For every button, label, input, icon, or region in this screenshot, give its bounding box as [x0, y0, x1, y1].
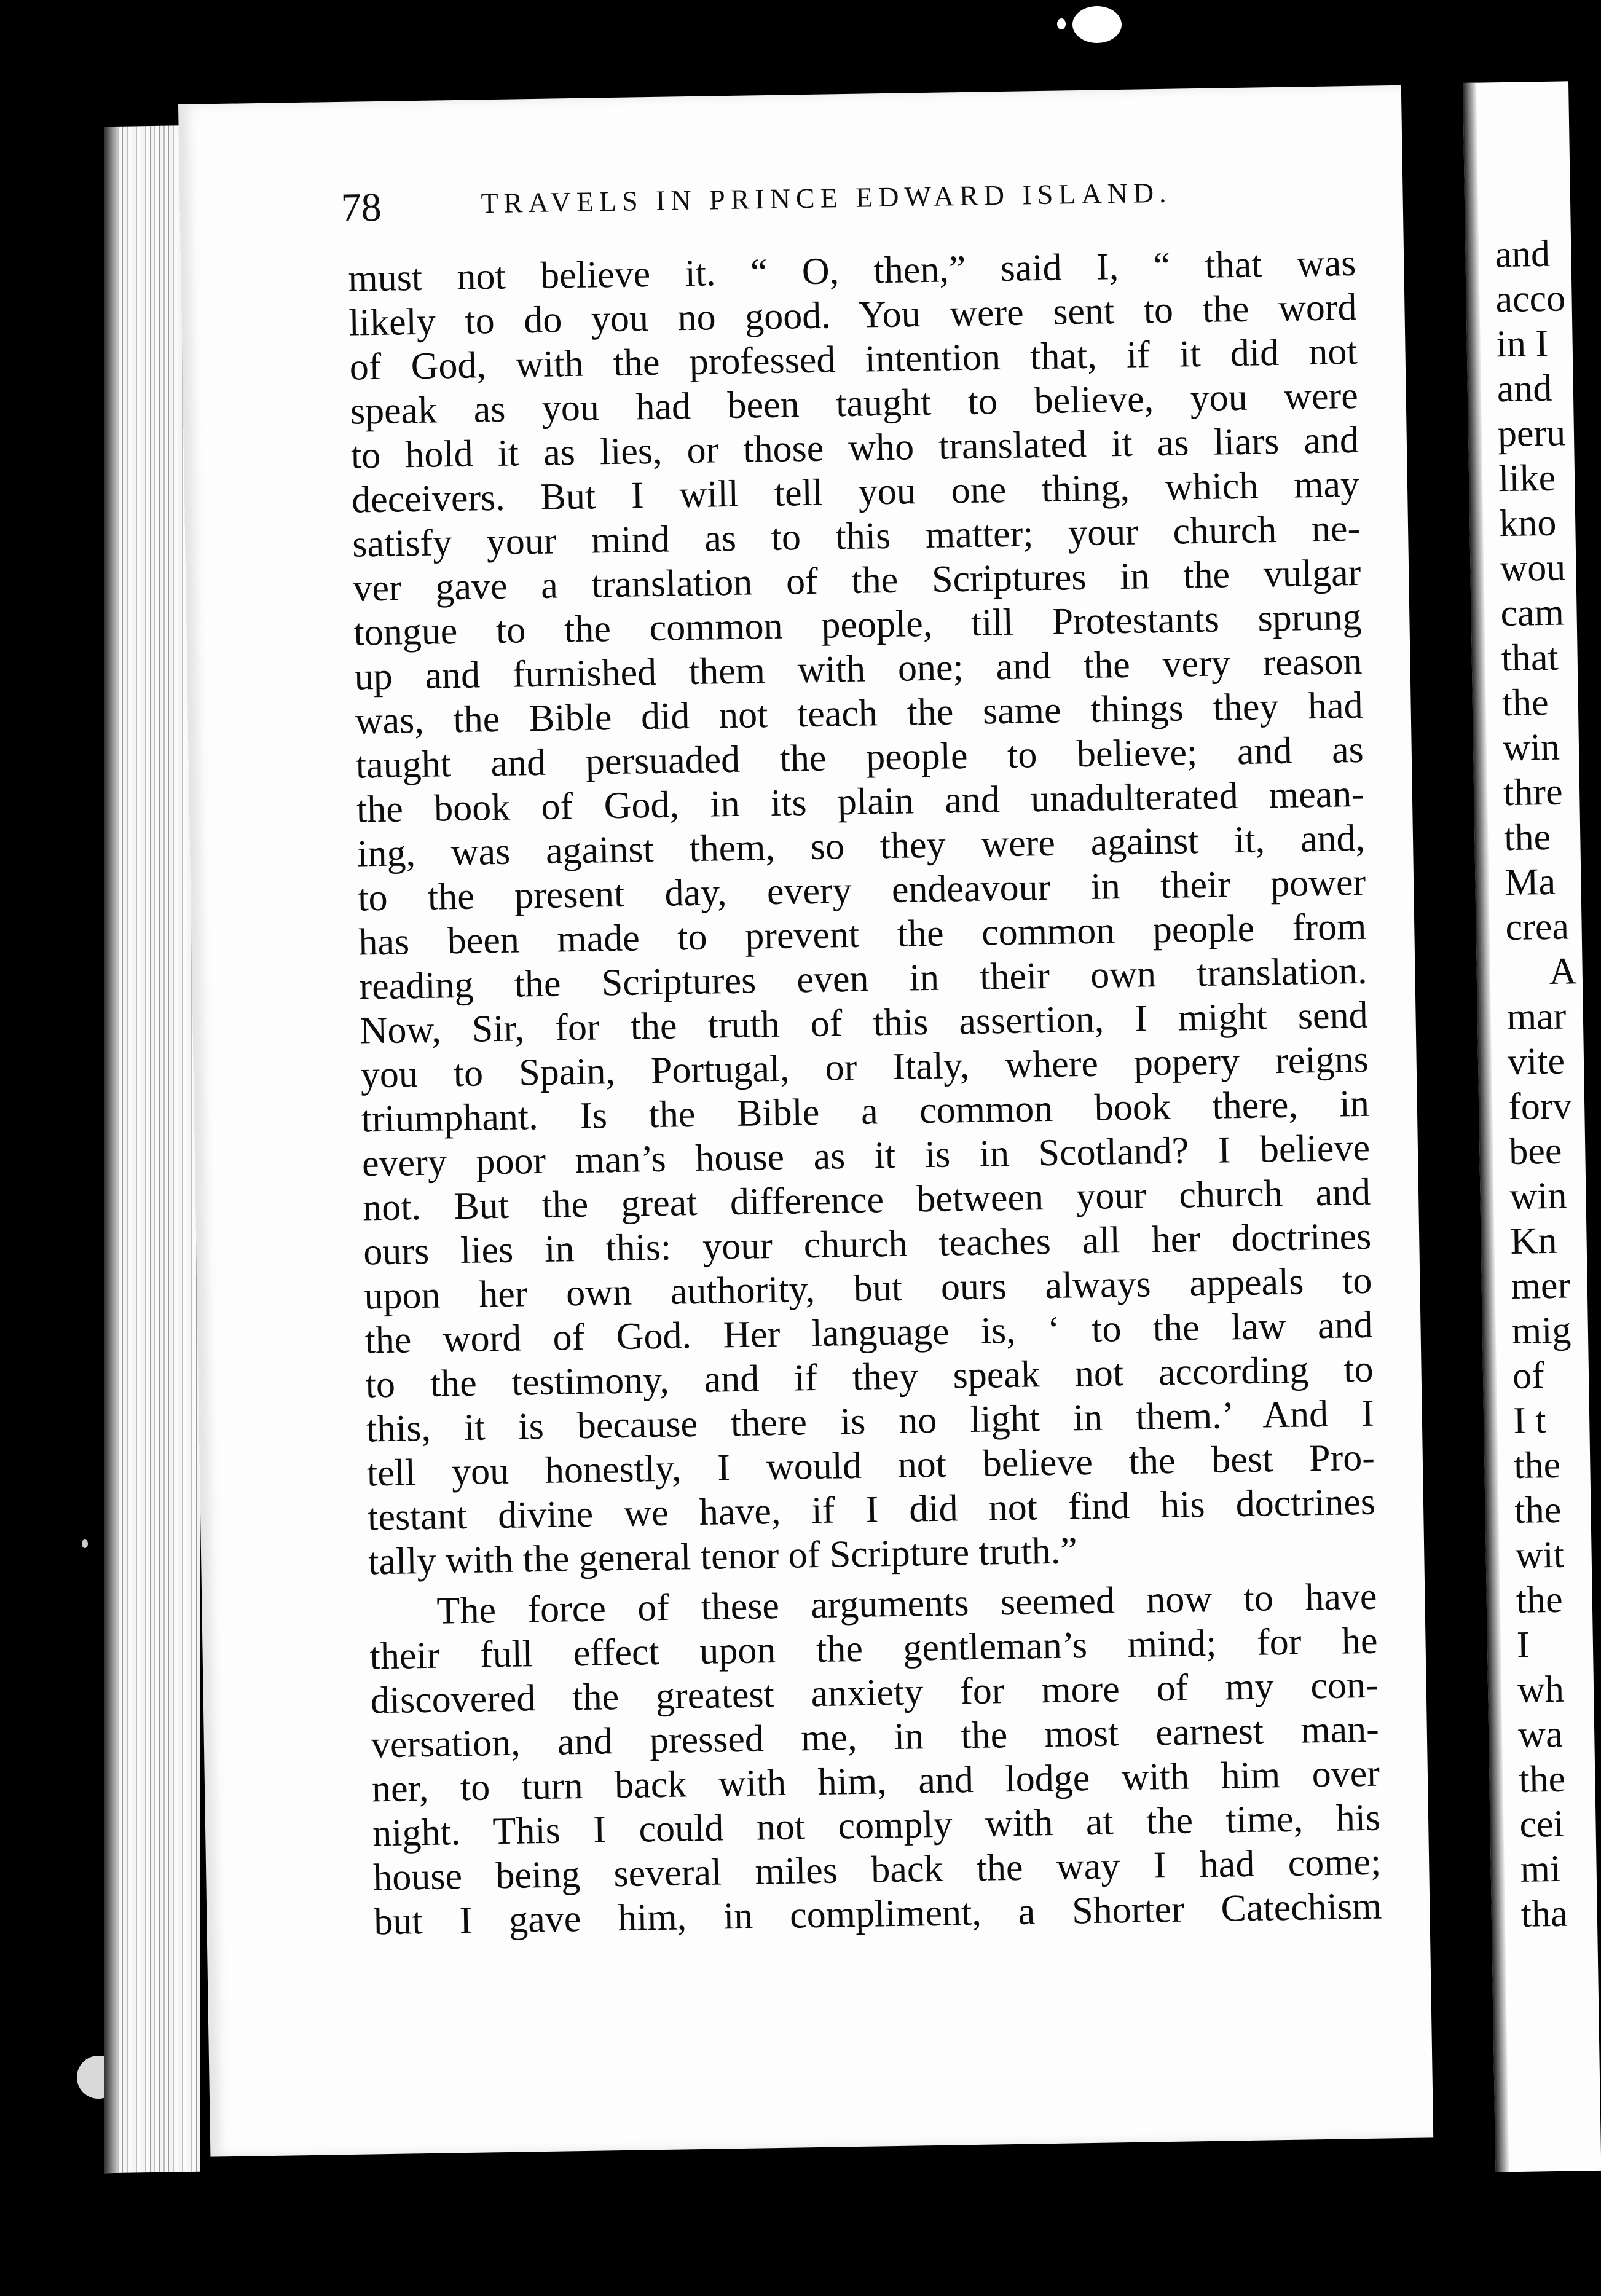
text-line: ver gave a translation of the Scriptures in the vulgar — [352, 551, 1361, 610]
paragraph-line: versation, and pressed me, in the most earnest man- — [371, 1708, 1380, 1766]
text-line: tongue to the common people, till Protestants sprung — [353, 596, 1362, 654]
text-line: upon her own authority, but ours always appeals to — [363, 1259, 1372, 1318]
facing-line: win — [1509, 1174, 1567, 1218]
facing-line: peru — [1497, 412, 1566, 455]
facing-line: crea — [1505, 905, 1570, 949]
text-line: the book of God, in its plain and unadulterated mean- — [356, 773, 1365, 831]
facing-line: win — [1502, 726, 1560, 769]
facing-line: thre — [1503, 771, 1564, 814]
paragraph-line: night. This I could not comply with at the time, his — [372, 1796, 1381, 1855]
facing-line: bee — [1508, 1130, 1562, 1173]
dust-speck — [1072, 6, 1122, 43]
text-line: must not believe it. “ O, then,” said I, “ that was — [347, 242, 1356, 300]
text-line: testant divine we have, if I did not find his doctrines — [367, 1480, 1376, 1539]
text-line: the word of God. Her language is, ‘ to the law and — [364, 1303, 1373, 1362]
facing-line: Ma — [1504, 860, 1556, 904]
dust-speck — [82, 1539, 88, 1548]
facing-line: mi — [1520, 1847, 1561, 1890]
facing-line: in I — [1496, 322, 1549, 366]
text-line: Now, Sir, for the truth of this assertion, I might send — [360, 994, 1369, 1052]
text-line: of God, with the professed intention that, if it did not — [349, 330, 1358, 388]
facing-line: wa — [1517, 1713, 1564, 1756]
facing-line: the — [1501, 681, 1549, 725]
text-line: satisfy your mind as to this matter; your church ne- — [352, 507, 1361, 565]
paragraph-line: The force of these arguments seemed now to have — [436, 1575, 1377, 1632]
facing-line: mar — [1506, 995, 1567, 1039]
text-line: triumphant. Is the Bible a common book there, in — [361, 1082, 1370, 1141]
facing-line: cam — [1500, 591, 1565, 635]
facing-line: Kn — [1510, 1219, 1557, 1263]
facing-line: cei — [1519, 1803, 1565, 1846]
dust-speck — [1057, 18, 1066, 29]
text-line: to the testimony, and if they speak not according to — [365, 1348, 1374, 1406]
facing-line: I — [1516, 1624, 1530, 1666]
facing-line: acco — [1495, 277, 1566, 321]
text-line: reading the Scriptures even in their own translation. — [359, 949, 1367, 1008]
page-number: 78 — [340, 184, 382, 230]
facing-line: and — [1497, 367, 1552, 411]
facing-line: the — [1503, 816, 1551, 859]
facing-line: vite — [1507, 1040, 1565, 1083]
text-line: deceivers. But I will tell you one thing, which may — [351, 463, 1360, 521]
text-line: tally with the general tenor of Scripture truth.” — [368, 1530, 1078, 1583]
facing-line: of — [1512, 1354, 1545, 1397]
text-line: likely to do you no good. You were sent to the word — [348, 286, 1357, 344]
edge-shadow — [104, 127, 118, 2173]
facing-line: like — [1498, 457, 1556, 500]
facing-line: the — [1513, 1444, 1561, 1487]
facing-line: mer — [1511, 1264, 1571, 1308]
text-line: every poor man’s house as it is in Scotland? I believe — [361, 1126, 1371, 1185]
facing-line: kno — [1498, 501, 1557, 545]
page-body-text — [348, 241, 1382, 1944]
text-line: not. But the great difference between your church and — [362, 1171, 1371, 1229]
text-line: speak as you had been taught to believe, you were — [350, 374, 1359, 433]
facing-line: I t — [1512, 1399, 1547, 1442]
text-line: to hold it as lies, or those who translated it as liars and — [350, 419, 1359, 477]
facing-line: the — [1514, 1488, 1562, 1531]
text-line: was, the Bible did not teach the same things they had — [355, 684, 1364, 742]
facing-line: wou — [1499, 546, 1566, 590]
paragraph-line: ner, to turn back with him, and lodge with him over — [371, 1752, 1380, 1810]
text-line: up and furnished them with one; and the very reason — [354, 640, 1363, 698]
facing-page-text — [1495, 231, 1592, 1936]
paragraph-line: but I gave him, in compliment, a Shorter Catechism — [373, 1885, 1382, 1943]
facing-line: tha — [1520, 1892, 1568, 1935]
facing-line: wh — [1517, 1668, 1565, 1711]
text-line: has been made to prevent the common people from — [358, 905, 1367, 964]
facing-line: that — [1501, 636, 1559, 680]
facing-line: mig — [1511, 1309, 1571, 1352]
facing-line: and — [1494, 232, 1551, 276]
text-line: taught and persuaded the people to believe; and as — [355, 728, 1364, 787]
facing-line: the — [1516, 1578, 1564, 1621]
facing-line: the — [1518, 1758, 1566, 1801]
text-line: this, it is because there is no light in them.’ And I — [366, 1392, 1375, 1450]
paragraph-line: house being several miles back the way I had come; — [372, 1841, 1382, 1899]
facing-line: A — [1549, 950, 1578, 993]
paragraph-line: their full effect upon the gentleman’s mind; for he — [369, 1619, 1379, 1678]
text-line: to the present day, every endeavour in their power — [357, 861, 1366, 919]
text-line: ing, was against them, so they were against it, and, — [356, 817, 1366, 875]
text-line: tell you honestly, I would not believe the best Pro- — [366, 1436, 1375, 1495]
facing-line: wit — [1515, 1533, 1565, 1576]
paragraph-line: discovered the greatest anxiety for more of my con- — [370, 1664, 1379, 1722]
book-page-left — [178, 85, 1433, 2157]
text-line: ours lies in this: your church teaches all her doctrines — [363, 1215, 1372, 1273]
text-line: you to Spain, Portugal, or Italy, where popery reigns — [360, 1038, 1369, 1096]
running-head: TRAVELS IN PRINCE EDWARD ISLAND. — [481, 176, 1172, 219]
facing-line: forv — [1508, 1085, 1572, 1128]
